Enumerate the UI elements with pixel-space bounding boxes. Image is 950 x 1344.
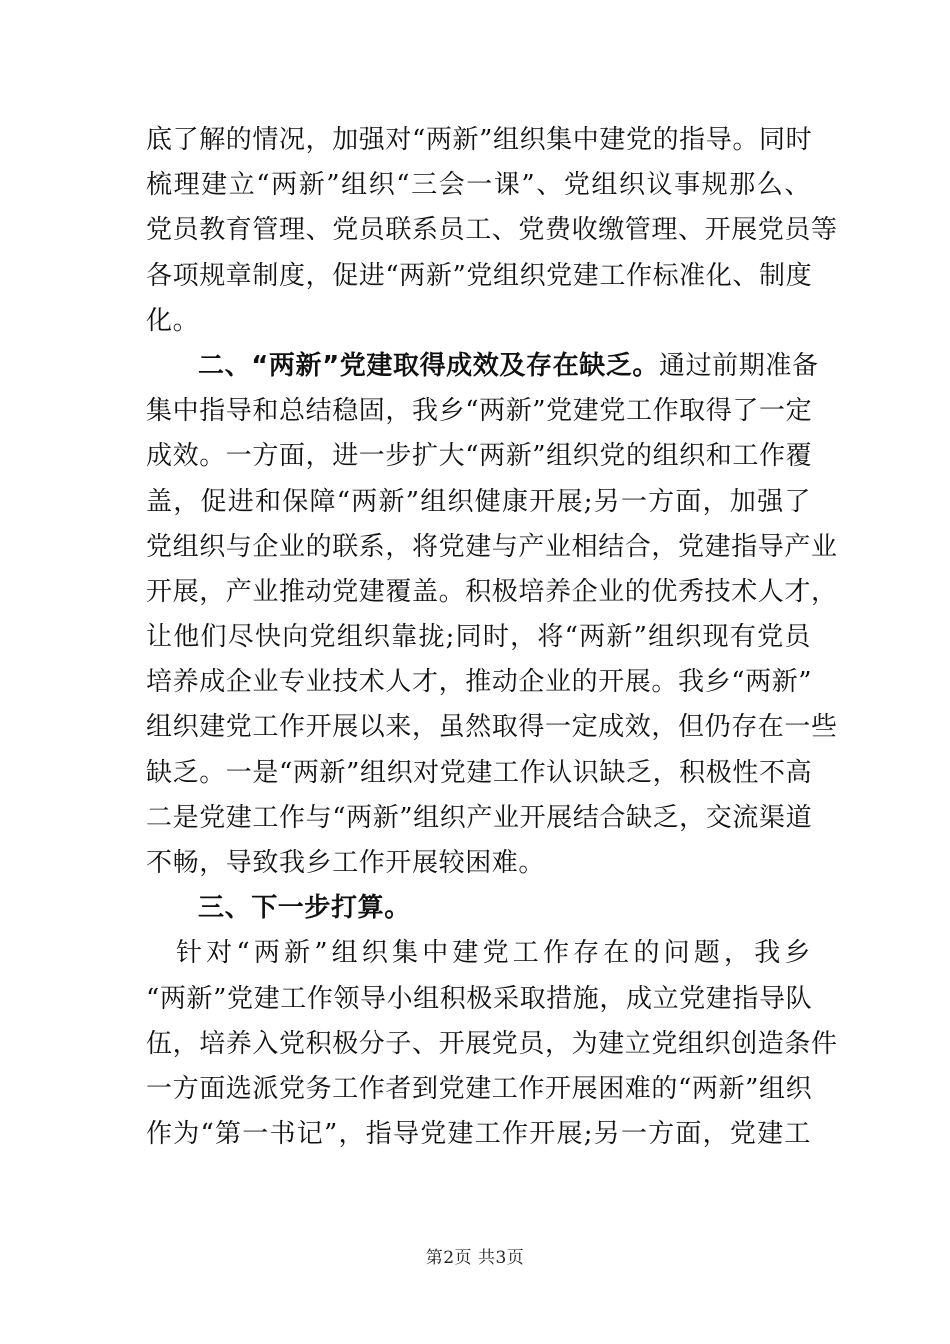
body-line: 培养成企业专业技术人才，推动企业的开展。我乡“两新” <box>146 667 813 698</box>
body-line: 成效。一方面，进一步扩大“两新”组织党的组织和工作覆 <box>146 441 813 472</box>
section-2-heading: 二、“两新”党建取得成效及存在缺乏。 <box>198 350 659 381</box>
section-3-heading: 三、下一步打算。 <box>198 893 411 924</box>
body-line: “两新”党建工作领导小组积极采取措施，成立党建指导队 <box>146 983 813 1014</box>
body-line: 党组织与企业的联系，将党建与产业相结合，党建指导产业 <box>146 531 838 562</box>
body-line: 党员教育管理、党员联系员工、党费收缴管理、开展党员等 <box>146 215 838 246</box>
body-line: 缺乏。一是“两新”组织对党建工作认识缺乏，积极性不高 <box>146 757 813 788</box>
page-footer: 第2页 共3页 <box>425 1248 525 1268</box>
document-body <box>146 118 838 1157</box>
body-line: 伍，培养入党积极分子、开展党员，为建立党组织创造条件 <box>146 1028 838 1059</box>
body-line: 开展，产业推动党建覆盖。积极培养企业的优秀技术人才， <box>146 576 838 607</box>
body-line: 梳理建立“两新”组织“三会一课”、党组织议事规那么、 <box>146 170 811 201</box>
body-line: 针对“两新”组织集中建党工作存在的问题，我乡 <box>176 938 811 969</box>
body-line: 作为“第一书记”，指导党建工作开展;另一方面，党建工 <box>146 1119 811 1150</box>
section-2-first-line-text: 通过前期准备 <box>658 350 819 381</box>
body-line: 不畅，导致我乡工作开展较困难。 <box>146 848 546 878</box>
body-line: 集中指导和总结稳固，我乡“两新”党建党工作取得了一定 <box>146 396 813 427</box>
body-line: 让他们尽快向党组织靠拢;同时，将“两新”组织现有党员 <box>146 622 811 653</box>
body-line: 盖，促进和保障“两新”组织健康开展;另一方面，加强了 <box>146 486 811 517</box>
body-line: 二是党建工作与“两新”组织产业开展结合缺乏，交流渠道 <box>146 802 813 833</box>
section-3-heading-line <box>146 886 811 931</box>
body-line: 化。 <box>146 305 200 336</box>
body-line: 底了解的情况，加强对“两新”组织集中建党的指导。同时 <box>146 125 813 155</box>
section-2-first-line <box>146 344 819 389</box>
body-line: 各项规章制度，促进“两新”党组织党建工作标准化、制度 <box>146 260 813 291</box>
body-line: 一方面选派党务工作者到党建工作开展困难的“两新”组织 <box>146 1073 813 1104</box>
body-line: 组织建党工作开展以来，虽然取得一定成效，但仍存在一些 <box>146 712 838 743</box>
